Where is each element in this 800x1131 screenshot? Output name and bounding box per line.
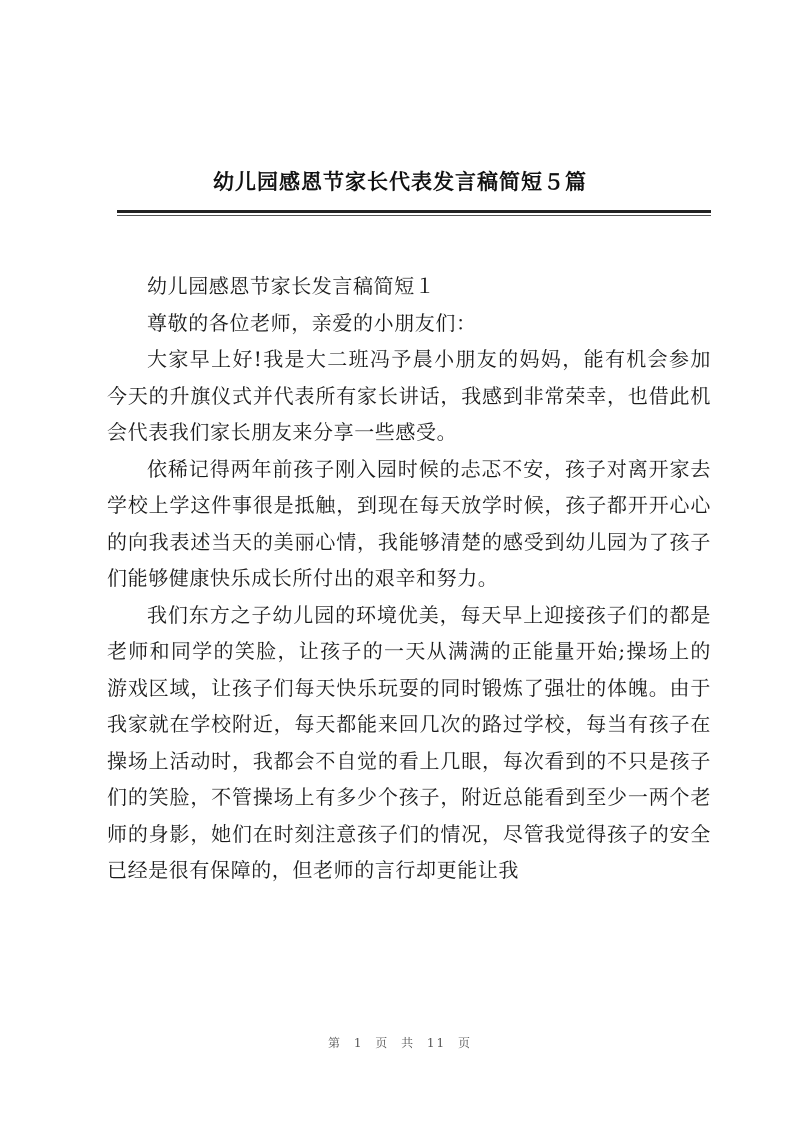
page-footer: 第 1 页 共 11 页 — [328, 1036, 472, 1050]
title-underline-thin — [117, 215, 711, 216]
body-paragraph: 依稀记得两年前孩子刚入园时候的忐忑不安，孩子对离开家去学校上学这件事很是抵触，到现在每天放学时候，孩子都开开心心的向我表述当天的美丽心情，我能够清楚的感受到幼儿园为了孩子们能够健康快乐成长所付出的艰辛和努力。 — [107, 456, 711, 590]
document-body — [107, 268, 711, 889]
document-title: 幼儿园感恩节家长代表发言稿简短５篇 — [213, 169, 587, 194]
title-underline-thick — [117, 210, 711, 213]
salutation: 尊敬的各位老师，亲爱的小朋友们： — [147, 310, 477, 335]
section-heading: 幼儿园感恩节家长发言稿简短１ — [147, 274, 436, 298]
body-paragraph: 大家早上好!我是大二班冯予晨小朋友的妈妈，能有机会参加今天的升旗仪式并代表所有家长讲话，我感到非常荣幸，也借此机会代表我们家长朋友来分享一些感受。 — [107, 347, 711, 444]
body-paragraph: 我们东方之子幼儿园的环境优美，每天早上迎接孩子们的都是老师和同学的笑脸，让孩子的一天从满满的正能量开始;操场上的游戏区域，让孩子们每天快乐玩耍的同时锻炼了强壮的体魄。由于我家就在学校附近，每天都能来回几次的路过学校，每当有孩子在操场上活动时，我都会不自觉的看上几眼，每次看到的不只是孩子们的笑脸，不管操场上有多少个孩子，附近总能看到至少一两个老师的身影，她们在时刻注意孩子们的情况，尽管我觉得孩子的安全已经是很有保障的，但老师的言行却更能让我 — [107, 602, 711, 882]
